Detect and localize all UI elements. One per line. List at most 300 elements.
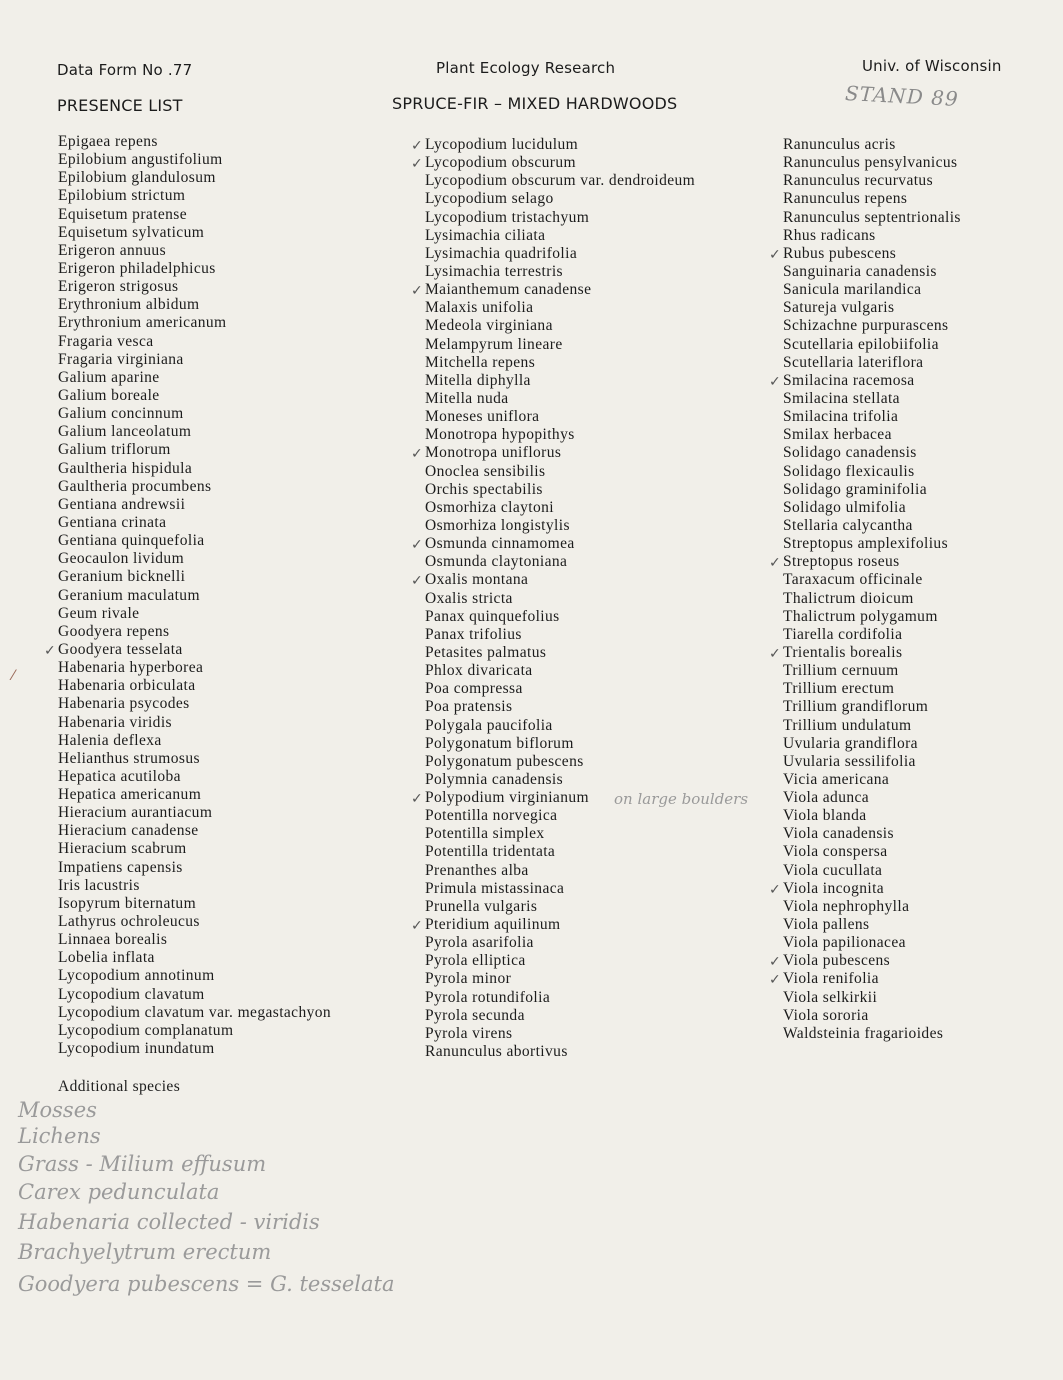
species-name: Uvularia grandiflora — [783, 734, 918, 752]
species-name: Linnaea borealis — [58, 931, 168, 949]
species-item — [58, 187, 331, 205]
species-name: Vicia americana — [783, 770, 890, 788]
species-item — [425, 209, 695, 227]
species-name: Osmunda claytoniana — [425, 553, 568, 571]
species-name: Hieracium canadense — [58, 822, 199, 840]
species-name: Viola selkirkii — [783, 988, 878, 1006]
species-name: Lysimachia terrestris — [425, 262, 563, 280]
species-item — [58, 478, 331, 496]
species-name: Smilacina racemosa — [783, 371, 915, 389]
species-item — [783, 390, 961, 408]
species-item — [425, 989, 695, 1007]
handwritten-species: Goodyera pubescens = G. tesselata — [18, 1272, 395, 1296]
species-item — [783, 481, 961, 499]
species-name: Trientalis borealis — [783, 643, 903, 661]
handwritten-species: Brachyelytrum erectum — [18, 1240, 272, 1264]
species-name: Goodyera tesselata — [58, 640, 183, 658]
species-name: Trillium undulatum — [783, 716, 912, 734]
species-name: Melampyrum lineare — [425, 335, 563, 353]
species-name: Lycopodium obscurum var. dendroideum — [425, 172, 696, 190]
species-name: Viola pubescens — [783, 952, 891, 970]
species-item — [425, 336, 695, 354]
species-item — [425, 862, 695, 880]
species-name: Trillium erectum — [783, 680, 895, 698]
species-name: Goodyera repens — [58, 622, 170, 640]
species-item — [783, 299, 961, 317]
check-mark-icon: ✓ — [411, 446, 424, 463]
species-item — [58, 967, 331, 985]
species-name: Galium concinnum — [58, 405, 184, 423]
species-name: Poa compressa — [425, 680, 523, 698]
species-item — [783, 807, 961, 825]
species-item — [58, 949, 331, 967]
species-item — [783, 571, 961, 589]
species-column-1 — [44, 133, 332, 1058]
species-name: Viola incognita — [783, 879, 885, 897]
species-name: Ranunculus abortivus — [425, 1043, 568, 1061]
species-item — [783, 753, 961, 771]
species-item — [425, 662, 695, 680]
species-name: Mitella nuda — [425, 389, 509, 407]
check-mark-icon: ✓ — [769, 954, 782, 971]
species-name: Viola canadensis — [783, 825, 894, 843]
species-item — [58, 877, 331, 895]
species-name: Ranunculus pensylvanicus — [783, 154, 958, 172]
species-item — [425, 263, 695, 281]
species-item — [58, 206, 331, 224]
species-item — [58, 1040, 331, 1058]
species-name: Ranunculus septentrionalis — [783, 208, 961, 226]
species-item — [58, 659, 331, 677]
check-mark-icon: ✓ — [411, 791, 424, 808]
species-name: Tiarella cordifolia — [783, 625, 903, 643]
species-item — [58, 768, 331, 786]
species-item — [58, 260, 331, 278]
species-name: Polypodium virginianum — [425, 789, 589, 807]
species-name: Epigaea repens — [58, 133, 158, 150]
species-name: Viola pallens — [783, 916, 870, 934]
species-item — [783, 444, 961, 462]
species-item — [425, 680, 695, 698]
species-item — [425, 735, 695, 753]
species-item — [58, 695, 331, 713]
species-name: Lycopodium clavatum var. megastachyon — [58, 1003, 332, 1021]
species-item — [425, 426, 695, 444]
species-item — [411, 444, 695, 463]
check-mark-icon: ✓ — [411, 537, 424, 554]
species-name: Gaultheria procumbens — [58, 477, 212, 495]
check-mark-icon: ✓ — [769, 555, 782, 572]
handwritten-species: Habenaria collected - viridis — [18, 1210, 320, 1234]
stand-number: STAND 89 — [844, 81, 960, 111]
species-item — [58, 895, 331, 913]
species-item — [783, 517, 961, 535]
species-name: Ranunculus repens — [783, 190, 908, 208]
species-name: Prunella vulgaris — [425, 897, 538, 915]
species-name: Mitella diphylla — [425, 371, 531, 389]
species-name: Mitchella repens — [425, 353, 536, 371]
species-name: Equisetum sylvaticum — [58, 223, 205, 241]
species-item — [783, 317, 961, 335]
species-name: Viola conspersa — [783, 843, 888, 861]
species-item — [425, 698, 695, 716]
species-name: Halenia deflexa — [58, 731, 162, 749]
species-item — [783, 408, 961, 426]
species-name: Erythronium albidum — [58, 296, 200, 314]
species-item — [411, 916, 695, 935]
species-name: Sanguinaria canadensis — [783, 262, 937, 280]
species-name: Lycopodium complanatum — [58, 1021, 234, 1039]
species-item — [58, 605, 331, 623]
species-item — [411, 281, 695, 300]
species-item — [425, 553, 695, 571]
species-name: Lysimachia ciliata — [425, 226, 546, 244]
species-name: Epilobium strictum — [58, 187, 186, 205]
species-name: Oxalis montana — [425, 571, 529, 589]
species-item — [58, 1004, 331, 1022]
check-mark-icon: ✓ — [411, 138, 424, 154]
species-name: Stellaria calycantha — [783, 516, 913, 534]
species-name: Primula mistassinaca — [425, 879, 565, 897]
check-mark-icon: ✓ — [411, 918, 424, 935]
species-item — [58, 514, 331, 532]
species-item — [783, 825, 961, 843]
species-name: Polygala paucifolia — [425, 716, 553, 734]
species-item — [783, 934, 961, 952]
species-item — [425, 717, 695, 735]
species-item — [783, 843, 961, 861]
species-name: Osmorhiza longistylis — [425, 516, 570, 534]
species-name: Schizachne purpurascens — [783, 317, 949, 335]
species-item — [58, 133, 331, 151]
list-title: PRESENCE LIST — [57, 96, 183, 115]
species-item — [783, 535, 961, 553]
species-name: Moneses uniflora — [425, 408, 540, 426]
species-name: Uvularia sessilifolia — [783, 752, 916, 770]
species-item — [783, 263, 961, 281]
species-name: Fragaria vesca — [58, 332, 154, 350]
species-name: Potentilla simplex — [425, 825, 545, 843]
species-item — [58, 1022, 331, 1040]
species-name: Rhus radicans — [783, 226, 876, 244]
species-name: Lobelia inflata — [58, 949, 155, 967]
species-item — [425, 245, 695, 263]
species-name: Scutellaria lateriflora — [783, 353, 924, 371]
species-item — [58, 314, 331, 332]
species-item — [58, 169, 331, 187]
species-name: Pyrola rotundifolia — [425, 988, 551, 1006]
species-item — [783, 608, 961, 626]
species-item — [425, 934, 695, 952]
species-name: Erythronium americanum — [58, 314, 227, 332]
species-name: Hepatica acutiloba — [58, 767, 181, 785]
species-name: Habenaria orbiculata — [58, 677, 196, 695]
species-item — [425, 807, 695, 825]
species-item — [58, 804, 331, 822]
center-title: Plant Ecology Research — [436, 59, 616, 77]
species-item — [425, 970, 695, 988]
species-name: Epilobium glandulosum — [58, 169, 216, 187]
species-name: Viola renifolia — [783, 970, 879, 988]
species-item — [783, 1007, 961, 1025]
species-item — [425, 354, 695, 372]
species-name: Streptopus amplexifolius — [783, 535, 949, 553]
species-item — [58, 351, 331, 369]
species-name: Panax trifolius — [425, 625, 522, 643]
species-name: Habenaria viridis — [58, 713, 172, 731]
species-name: Galium triflorum — [58, 441, 171, 459]
species-item — [411, 136, 695, 154]
species-item — [44, 640, 331, 659]
species-name: Lathyrus ochroleucus — [58, 913, 200, 931]
species-item — [425, 771, 695, 789]
species-name: Smilax herbacea — [783, 426, 892, 444]
species-name: Petasites palmatus — [425, 643, 547, 661]
species-item — [425, 372, 695, 390]
species-item — [425, 517, 695, 535]
species-name: Galium boreale — [58, 386, 160, 404]
species-item — [783, 789, 961, 807]
species-item — [58, 714, 331, 732]
species-name: Polymnia canadensis — [425, 770, 564, 788]
species-item — [783, 898, 961, 916]
polypodium-annotation: on large boulders — [614, 790, 749, 808]
species-name: Lysimachia quadrifolia — [425, 244, 578, 262]
species-item — [425, 227, 695, 245]
species-name: Streptopus roseus — [783, 553, 900, 571]
species-item — [769, 371, 961, 390]
species-item — [425, 880, 695, 898]
species-item — [58, 550, 331, 568]
species-item — [783, 426, 961, 444]
species-name: Maianthemum canadense — [425, 281, 592, 299]
species-item — [58, 986, 331, 1004]
species-item — [425, 608, 695, 626]
species-item — [783, 989, 961, 1007]
check-mark-icon: ✓ — [411, 573, 424, 590]
species-item — [425, 172, 695, 190]
species-item — [769, 643, 961, 662]
species-name: Smilacina trifolia — [783, 408, 899, 426]
check-mark-icon: ✓ — [411, 283, 424, 300]
species-item — [425, 1025, 695, 1043]
species-name: Solidago flexicaulis — [783, 462, 915, 480]
species-name: Epilobium angustifolium — [58, 151, 223, 169]
species-name: Lycopodium tristachyum — [425, 208, 590, 226]
handwritten-species: Grass - Milium effusum — [18, 1152, 267, 1176]
species-item — [425, 1007, 695, 1025]
species-name: Solidago graminifolia — [783, 480, 928, 498]
species-name: Hepatica americanum — [58, 786, 202, 804]
species-item — [783, 172, 961, 190]
handwritten-species: Carex pedunculata — [18, 1180, 220, 1204]
species-item — [58, 224, 331, 242]
species-name: Impatiens capensis — [58, 858, 183, 876]
species-item — [425, 1043, 695, 1061]
species-name: Lycopodium selago — [425, 190, 554, 208]
additional-species-label: Additional species — [58, 1078, 181, 1095]
species-name: Monotropa hypopithys — [425, 426, 575, 444]
species-name: Habenaria hyperborea — [58, 659, 204, 677]
species-name: Viola papilionacea — [783, 934, 906, 952]
species-item — [425, 753, 695, 771]
species-item — [58, 623, 331, 641]
species-item — [58, 732, 331, 750]
check-mark-icon: ✓ — [44, 642, 57, 659]
species-name: Viola blanda — [783, 807, 867, 825]
species-name: Erigeron annuus — [58, 241, 167, 259]
species-column-3 — [769, 136, 961, 1043]
species-item — [783, 209, 961, 227]
species-name: Erigeron strigosus — [58, 278, 179, 296]
species-item — [58, 242, 331, 260]
species-item — [783, 916, 961, 934]
species-item — [783, 154, 961, 172]
species-name: Galium aparine — [58, 368, 160, 386]
species-item — [783, 662, 961, 680]
species-name: Geranium maculatum — [58, 586, 200, 604]
species-name: Scutellaria epilobiifolia — [783, 335, 939, 353]
check-mark-icon: ✓ — [411, 156, 424, 173]
species-item — [783, 1025, 961, 1043]
check-mark-icon: ✓ — [769, 972, 782, 989]
species-item — [58, 913, 331, 931]
species-item — [425, 299, 695, 317]
species-item — [783, 771, 961, 789]
species-name: Lycopodium lucidulum — [425, 136, 579, 153]
species-item — [783, 227, 961, 245]
species-name: Panax quinquefolius — [425, 607, 560, 625]
species-name: Waldsteinia fragarioides — [783, 1024, 944, 1042]
species-item — [425, 481, 695, 499]
species-item — [769, 879, 961, 898]
species-name: Osmorhiza claytoni — [425, 498, 555, 516]
species-item — [58, 786, 331, 804]
species-name: Oxalis stricta — [425, 589, 513, 607]
species-item — [411, 154, 695, 173]
species-item — [425, 626, 695, 644]
species-name: Ranunculus acris — [783, 136, 896, 153]
species-name: Habenaria psycodes — [58, 695, 190, 713]
species-name: Monotropa uniflorus — [425, 444, 562, 462]
species-name: Geranium bicknelli — [58, 568, 186, 586]
species-item — [769, 244, 961, 263]
species-name: Satureja vulgaris — [783, 299, 895, 317]
check-mark-icon: ✓ — [769, 373, 782, 390]
species-item — [58, 859, 331, 877]
institution: Univ. of Wisconsin — [862, 57, 1002, 75]
species-name: Gentiana quinquefolia — [58, 532, 205, 550]
species-name: Pyrola minor — [425, 970, 512, 988]
species-item — [769, 952, 961, 971]
species-item — [783, 680, 961, 698]
species-item — [783, 190, 961, 208]
species-item — [425, 590, 695, 608]
species-item — [58, 369, 331, 387]
species-name: Phlox divaricata — [425, 662, 533, 680]
species-name: Prenanthes alba — [425, 861, 529, 879]
species-name: Medeola virginiana — [425, 317, 553, 335]
species-name: Viola adunca — [783, 789, 870, 807]
species-item — [425, 952, 695, 970]
species-name: Potentilla tridentata — [425, 843, 556, 861]
species-name: Solidago canadensis — [783, 444, 917, 462]
species-name: Hieracium aurantiacum — [58, 804, 213, 822]
species-name: Geocaulon lividum — [58, 550, 185, 568]
species-item — [58, 496, 331, 514]
species-name: Gaultheria hispidula — [58, 459, 193, 477]
species-name: Polygonatum pubescens — [425, 752, 584, 770]
species-name: Pyrola secunda — [425, 1006, 525, 1024]
species-name: Solidago ulmifolia — [783, 498, 907, 516]
form-number: Data Form No .77 — [57, 61, 193, 79]
species-item — [783, 862, 961, 880]
species-name: Potentilla norvegica — [425, 807, 558, 825]
handwritten-species: Lichens — [18, 1124, 101, 1148]
check-mark-icon: ✓ — [769, 645, 782, 662]
species-name: Trillium cernuum — [783, 662, 899, 680]
handwritten-species: Mosses — [18, 1098, 97, 1122]
species-item — [58, 405, 331, 423]
species-name: Onoclea sensibilis — [425, 462, 546, 480]
species-item — [58, 387, 331, 405]
species-name: Erigeron philadelphicus — [58, 259, 216, 277]
species-item — [58, 840, 331, 858]
species-item — [58, 677, 331, 695]
species-item — [769, 970, 961, 989]
species-name: Trillium grandiflorum — [783, 698, 929, 716]
species-name: Lycopodium annotinum — [58, 967, 215, 985]
species-item — [425, 408, 695, 426]
species-name: Fragaria virginiana — [58, 350, 184, 368]
species-item — [425, 825, 695, 843]
species-name: Thalictrum dioicum — [783, 589, 914, 607]
species-item — [58, 568, 331, 586]
species-item — [783, 590, 961, 608]
species-item — [769, 553, 961, 572]
species-item — [58, 423, 331, 441]
species-item — [58, 822, 331, 840]
species-name: Ranunculus recurvatus — [783, 172, 934, 190]
species-name: Viola cucullata — [783, 861, 883, 879]
species-item — [58, 532, 331, 550]
species-name: Viola sororia — [783, 1006, 869, 1024]
species-name: Poa pratensis — [425, 698, 513, 716]
species-name: Equisetum pratense — [58, 205, 188, 223]
species-item — [783, 499, 961, 517]
subtitle: SPRUCE-FIR – MIXED HARDWOODS — [392, 94, 678, 113]
species-item — [783, 336, 961, 354]
species-name: Rubus pubescens — [783, 244, 897, 262]
species-item — [425, 390, 695, 408]
species-item — [783, 281, 961, 299]
species-item — [783, 717, 961, 735]
species-name: Taraxacum officinale — [783, 571, 923, 589]
species-item — [58, 151, 331, 169]
species-item — [58, 931, 331, 949]
species-item — [783, 463, 961, 481]
species-name: Pyrola elliptica — [425, 952, 526, 970]
species-name: Helianthus strumosus — [58, 749, 200, 767]
species-name: Iris lacustris — [58, 876, 140, 894]
check-mark-icon: ✓ — [769, 881, 782, 898]
species-item — [411, 535, 695, 554]
species-item — [58, 296, 331, 314]
check-mark-icon: ✓ — [769, 246, 782, 263]
species-name: Lycopodium clavatum — [58, 985, 205, 1003]
species-name: Osmunda cinnamomea — [425, 535, 575, 553]
species-name: Sanicula marilandica — [783, 281, 922, 299]
